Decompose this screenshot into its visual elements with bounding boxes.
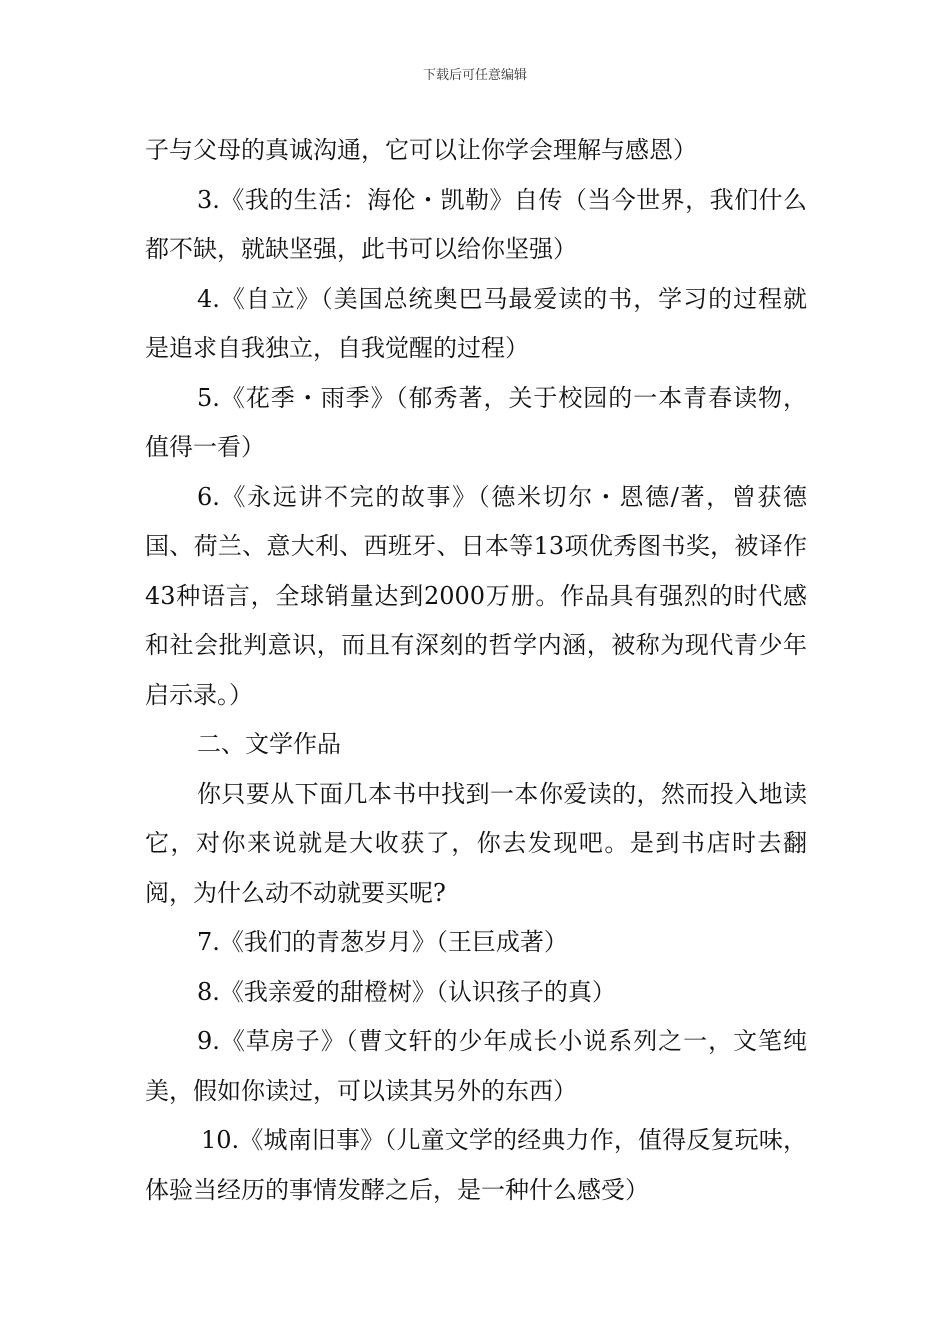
list-item-7: 7.《我们的青葱岁月》（王巨成著） [197, 928, 568, 956]
list-item-3: 3.《我的生活：海伦・凯勒》自传（当今世界，我们什么都不缺，就缺坚强，此书可以给你坚强） [145, 185, 807, 263]
list-item-9: 9.《草房子》（曹文轩的少年成长小说系列之一，文笔纯美，假如你读过，可以读其另外的东西） [145, 1027, 807, 1105]
paragraph-continuation: 子与父母的真诚沟通，它可以让你学会理解与感恩） [145, 136, 697, 164]
document-body [145, 126, 807, 1215]
list-item-6: 6.《永远讲不完的故事》（德米切尔・恩德/著，曾获德国、荷兰、意大利、西班牙、日本等13项优秀图书奖，被译作43种语言，全球销量达到2000万册。作品具有强烈的时代感和社会批判意识，而且有深刻的哲学内涵，被称为现代青少年启示录。） [145, 482, 807, 709]
list-item-4: 4.《自立》（美国总统奥巴马最爱读的书，学习的过程就是追求自我独立，自我觉醒的过程） [145, 284, 807, 362]
list-item-5: 5.《花季・雨季》（郁秀著，关于校园的一本青春读物，值得一看） [145, 383, 807, 461]
section-intro-paragraph: 你只要从下面几本书中找到一本你爱读的，然而投入地读它，对你来说就是大收获了，你去发现吧。是到书店时去翻阅，为什么动不动就要买呢? [145, 779, 807, 907]
list-item-10: 10.《城南旧事》（儿童文学的经典力作，值得反复玩味，体验当经历的事情发酵之后，是一种什么感受） [145, 1126, 807, 1204]
page-header: 下载后可任意编辑 [422, 68, 527, 83]
list-item-8: 8.《我亲爱的甜橙树》（认识孩子的真） [197, 977, 616, 1006]
section-heading-literature: 二、文学作品 [197, 730, 341, 758]
